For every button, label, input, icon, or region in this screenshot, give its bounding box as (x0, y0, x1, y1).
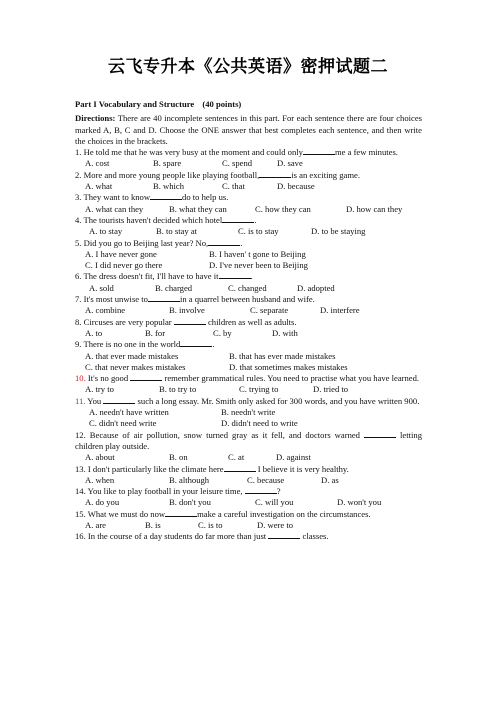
options-15 (85, 520, 422, 531)
question-4 (75, 215, 422, 226)
answer-blank (130, 373, 162, 381)
part-heading (75, 99, 422, 110)
question-5 (75, 238, 422, 249)
options-3 (85, 204, 422, 215)
option-c: C. because (247, 474, 285, 485)
option-b: B. to stay at (156, 226, 198, 237)
option-d: D. I've never been to Beijing (209, 260, 308, 271)
options-5-row-2 (85, 260, 422, 271)
option-b: B. to try to (159, 384, 197, 395)
question-14 (75, 486, 422, 497)
option-b: B. which (153, 181, 185, 192)
answer-blank (224, 464, 256, 472)
options-12 (85, 452, 422, 463)
question-1 (75, 147, 422, 158)
options-14 (85, 497, 422, 508)
options-5-row-1 (85, 249, 422, 260)
option-a: A. what can they (85, 203, 144, 214)
answer-blank (219, 271, 253, 282)
options-10 (85, 384, 422, 395)
answer-blank (103, 396, 135, 404)
option-d: D. won't you (337, 497, 382, 508)
option-c: C. spend (222, 158, 253, 169)
answer-blank (148, 294, 180, 302)
question-number: 11. (75, 395, 86, 406)
option-c: C. is to stay (238, 226, 279, 237)
option-c: C. will you (255, 497, 294, 508)
question-2 (75, 170, 422, 181)
question-number: 13. (75, 463, 86, 474)
option-b: B. don't you (169, 497, 211, 508)
answer-blank (268, 531, 300, 539)
question-stem-end: . (254, 214, 257, 225)
question-8 (75, 317, 422, 328)
option-d: D. against (276, 452, 311, 463)
question-stem: I don't particularly like the climate here (87, 463, 224, 474)
part-title: Part I Vocabulary and Structure (75, 99, 195, 109)
option-a: A. sold (89, 282, 114, 293)
question-stem-end: . (250, 271, 253, 282)
question-stem: Circuses are very popular (83, 316, 172, 327)
option-c: C. separate (250, 305, 289, 316)
answer-blank (245, 486, 277, 494)
question-stem: Because of air pollution, snow turned gray as it fell, and doctors warned (89, 429, 360, 440)
question-stem-end: is an exciting game. (291, 169, 360, 180)
question-number: 14. (75, 486, 86, 497)
option-c: C. didn't need write (89, 418, 157, 429)
option-d: D. didn't need to write (221, 418, 298, 429)
question-3 (75, 192, 422, 203)
directions (75, 113, 422, 147)
options-8 (85, 328, 422, 339)
option-b: B. is (145, 519, 161, 530)
option-d: D. save (277, 158, 303, 169)
question-stem-end: I believe it is very healthy. (257, 463, 349, 474)
option-b: B. for (145, 327, 166, 338)
options-6 (85, 283, 422, 294)
answer-blank (150, 192, 182, 200)
question-16 (75, 531, 422, 542)
options-9-row-1 (85, 351, 422, 362)
question-stem-end: classes. (302, 531, 329, 542)
options-11-row-2 (85, 418, 422, 429)
answer-blank (364, 430, 396, 438)
question-number: 4. (75, 214, 82, 225)
question-stem-end: remember grammatical rules. You need to practise what you have learned. (164, 373, 420, 384)
option-d: D. were to (257, 519, 294, 530)
question-stem: It's most unwise to (83, 294, 148, 305)
option-a: A. what (85, 181, 113, 192)
question-number: 15. (75, 508, 86, 519)
option-b: B. that has ever made mistakes (229, 350, 336, 361)
option-c: C. that never makes mistakes (85, 361, 186, 372)
question-number: 16. (75, 531, 86, 542)
option-a: A. do you (85, 497, 120, 508)
question-number: 2. (75, 169, 82, 180)
option-b: B. charged (155, 282, 193, 293)
option-b: B. although (169, 474, 210, 485)
option-b: B. spare (153, 158, 182, 169)
directions-label: Directions: (75, 113, 116, 124)
answer-blank (208, 237, 243, 248)
question-number: 10. (75, 373, 86, 384)
question-stem-end: letting children play outside. (75, 429, 423, 451)
option-a: A. I have never gone (85, 248, 157, 259)
question-6 (75, 271, 422, 282)
question-stem-end: . (240, 237, 243, 248)
option-c: C. trying to (239, 384, 279, 395)
option-c: C. changed (228, 282, 267, 293)
answer-blank (180, 339, 215, 350)
question-stem: More and more young people like playing football, (83, 169, 260, 180)
option-b: B. what they can (169, 203, 227, 214)
answer-blank (174, 317, 206, 325)
question-stem: You (87, 395, 102, 406)
question-11 (75, 396, 422, 407)
options-7 (85, 305, 422, 316)
option-a: A. to stay (89, 226, 123, 237)
option-c: C. at (228, 452, 245, 463)
question-stem: They want to know (83, 192, 151, 203)
option-b: B. needn't write (221, 407, 276, 418)
question-number: 6. (75, 271, 82, 282)
option-d: D. adopted (297, 282, 335, 293)
options-11-row-1 (85, 407, 422, 418)
option-d: D. that sometimes makes mistakes (229, 361, 348, 372)
question-stem: Did you go to Beijing last year? No, (83, 237, 209, 248)
question-stem-end: me a few minutes. (334, 147, 398, 158)
option-c: C. by (213, 327, 232, 338)
option-a: A. when (85, 474, 115, 485)
question-number: 5. (75, 237, 82, 248)
exam-content (75, 99, 422, 543)
option-c: C. is to (198, 519, 223, 530)
question-number: 7. (75, 294, 82, 305)
question-number: 12. (75, 429, 86, 440)
question-number: 1. (75, 147, 82, 158)
question-10 (75, 373, 422, 384)
option-a: A. about (85, 452, 115, 463)
option-c: C. I did never go there (85, 260, 163, 271)
answer-blank (222, 214, 257, 225)
question-stem-end: in a quarrel between husband and wife. (179, 294, 315, 305)
option-c: C. that (222, 181, 245, 192)
question-stem: He told me that he was very busy at the moment and could only (83, 147, 303, 158)
option-c: C. how they can (255, 203, 311, 214)
question-stem-end: . (212, 339, 215, 350)
question-stem: You like to play football in your leisure time, (87, 486, 243, 497)
option-d: D. as (321, 474, 339, 485)
answer-blank (259, 170, 291, 178)
directions-text: There are 40 incomplete sentences in this part. For each sentence there are four choices marked A, B, C and D. Choose the ONE answer that best completes each sentence, and then write the choices in the brackets. (75, 113, 422, 146)
option-d: D. because (277, 181, 315, 192)
option-a: A. combine (85, 305, 126, 316)
options-13 (85, 475, 422, 486)
question-7 (75, 294, 422, 305)
question-12 (75, 430, 422, 453)
option-a: A. to (85, 327, 103, 338)
options-4 (85, 226, 422, 237)
question-number: 9. (75, 339, 82, 350)
option-a: A. that ever made mistakes (85, 350, 179, 361)
question-stem-end: make a careful investigation on the circumstances. (197, 508, 371, 519)
question-number: 8. (75, 316, 82, 327)
question-number: 3. (75, 192, 82, 203)
option-d: D. interfere (320, 305, 360, 316)
question-stem: The dress doesn't fit, I'll have to have it (83, 271, 219, 282)
option-d: D. how can they (346, 203, 403, 214)
question-stem: In the course of a day students do far more than just (87, 531, 267, 542)
option-a: A. needn't have written (89, 407, 169, 418)
options-2 (85, 181, 422, 192)
question-9 (75, 339, 422, 350)
option-a: A. are (85, 519, 106, 530)
question-stem-end: do to help us. (182, 192, 229, 203)
document-title: 云飞专升本《公共英语》密押试题二 (108, 57, 388, 77)
question-stem-end: children as well as adults. (207, 316, 297, 327)
answer-blank (303, 147, 335, 155)
question-stem-end: ? (276, 486, 281, 497)
option-a: A. cost (85, 158, 110, 169)
option-a: A. try to (85, 384, 114, 395)
option-d: D. with (272, 327, 298, 338)
question-13 (75, 464, 422, 475)
question-stem: What we must do now (87, 508, 166, 519)
option-d: D. tried to (313, 384, 349, 395)
question-stem: The tourists haven't decided which hotel (83, 214, 223, 225)
part-points: (40 points) (202, 99, 242, 109)
question-stem: There is no one in the world (83, 339, 181, 350)
options-9-row-2 (85, 362, 422, 373)
option-d: D. to be staying (311, 226, 366, 237)
option-b: B. on (169, 452, 188, 463)
options-1 (85, 158, 422, 169)
option-b: B. I haven' t gone to Beijing (209, 248, 306, 259)
question-stem-end: such a long essay. Mr. Smith only asked for 300 words, and you have written 900. (137, 395, 420, 406)
option-b: B. involve (169, 305, 205, 316)
question-15 (75, 509, 422, 520)
answer-blank (165, 509, 197, 517)
question-stem: It's no good (87, 373, 129, 384)
